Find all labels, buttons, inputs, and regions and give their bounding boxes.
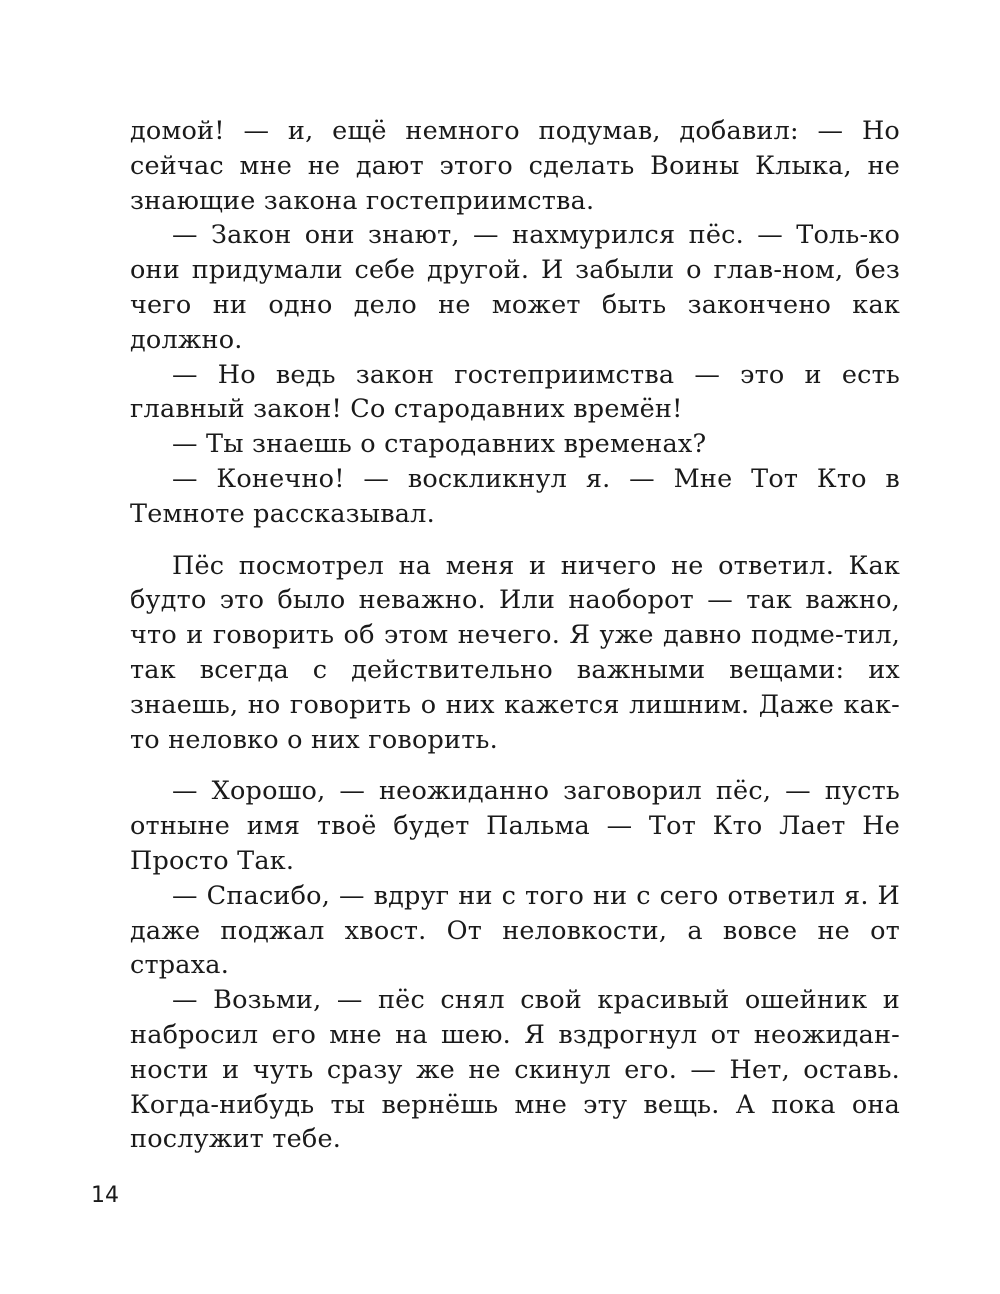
section-gap-2 bbox=[130, 757, 900, 774]
paragraph-7: — Хорошо, — неожиданно заговорил пёс, — пусть отныне имя твоё будет Пальма — Тот Кто Лает Не Просто Так. bbox=[130, 776, 900, 876]
paragraph-6: Пёс посмотрел на меня и ничего не ответил. Как будто это было неважно. Или наоборот — так важно, что и говорить об этом нечего. Я уже давно подме-тил, так всегда с действительно важными вещами: их знаешь, но говорить о них кажется лишним. Даже как-то неловко о них говорить. bbox=[130, 550, 900, 755]
page-number: 14 bbox=[91, 1183, 119, 1208]
paragraph-9: — Возьми, — пёс снял свой красивый ошейник и набросил его мне на шею. Я вздрогнул от неожидан-ности и чуть сразу же не скинул его. — Нет, оставь. Когда-нибудь ты вернёшь мне эту вещь. А пока она послужит тебе. bbox=[130, 985, 900, 1155]
paragraph-4: — Ты знаешь о стародавних временах? bbox=[172, 429, 707, 460]
paragraph-3: — Но ведь закон гостеприимства — это и есть главный закон! Со стародавних времён! bbox=[130, 359, 900, 425]
paragraph-2: — Закон они знают, — нахмурился пёс. — Толь-ко они придумали себе другой. И забыли о глав-ном, без чего ни одно дело не может быть закончено как должно. bbox=[130, 220, 900, 355]
paragraph-8: — Спасибо, — вдруг ни с того ни с сего ответил я. И даже поджал хвост. От неловкости, а вовсе не от страха. bbox=[130, 880, 900, 981]
page-text-block bbox=[130, 114, 900, 1157]
paragraph-5: — Конечно! — воскликнул я. — Мне Тот Кто в Темноте рассказывал. bbox=[130, 463, 900, 529]
paragraph-1: домой! — и, ещё немного подумав, добавил: — Но сейчас мне не дают этого сделать Воины Клыка, не знающие закона гостеприимства. bbox=[130, 116, 900, 216]
section-gap-1 bbox=[130, 532, 900, 549]
